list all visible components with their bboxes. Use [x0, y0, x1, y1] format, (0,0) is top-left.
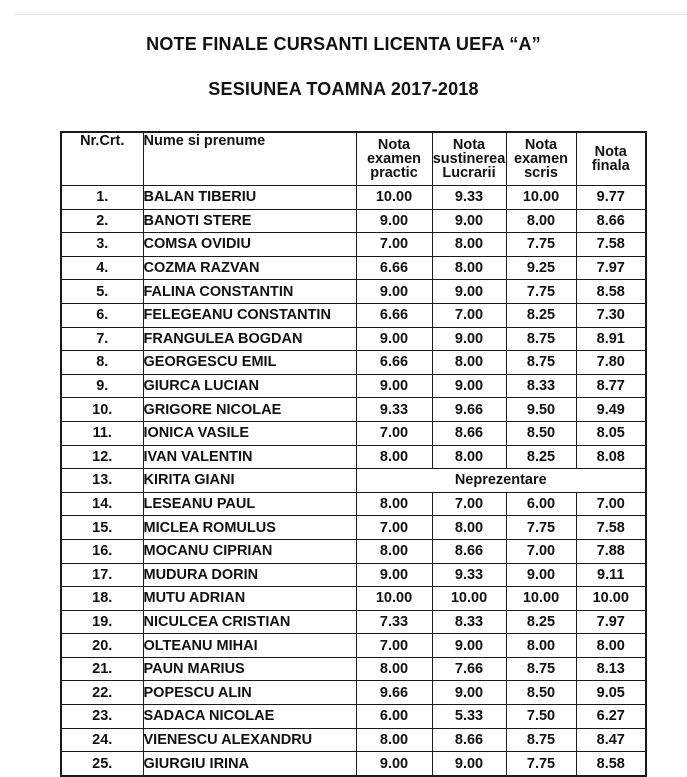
- table-row: [61, 634, 646, 658]
- row-number: 21.: [61, 657, 143, 681]
- grade-scris: 10.00: [506, 587, 576, 611]
- grade-lucrarii: 8.33: [432, 610, 506, 634]
- grade-lucrarii: 8.66: [432, 421, 506, 445]
- grade-scris: 7.75: [506, 752, 576, 776]
- grade-lucrarii: 9.33: [432, 186, 506, 210]
- grade-lucrarii: 7.00: [432, 492, 506, 516]
- row-number: 25.: [61, 752, 143, 776]
- grade-lucrarii: 9.00: [432, 327, 506, 351]
- grade-finala: 8.91: [576, 327, 646, 351]
- table-row: [61, 610, 646, 634]
- grade-finala: 8.58: [576, 752, 646, 776]
- grade-practic: 7.33: [356, 610, 432, 634]
- table-row: [61, 280, 646, 304]
- row-number: 10.: [61, 398, 143, 422]
- grade-practic: 6.00: [356, 705, 432, 729]
- grade-finala: 7.00: [576, 492, 646, 516]
- grade-lucrarii: 8.00: [432, 351, 506, 375]
- table-row: [61, 681, 646, 705]
- grade-practic: 9.66: [356, 681, 432, 705]
- grade-lucrarii: 7.66: [432, 657, 506, 681]
- grade-scris: 9.25: [506, 256, 576, 280]
- grade-scris: 7.75: [506, 233, 576, 257]
- student-name: FALINA CONSTANTIN: [143, 280, 356, 304]
- student-name: LESEANU PAUL: [143, 492, 356, 516]
- grade-scris: 9.50: [506, 398, 576, 422]
- grade-finala: 7.30: [576, 303, 646, 327]
- row-number: 8.: [61, 351, 143, 375]
- grade-practic: 9.00: [356, 374, 432, 398]
- table-row: [61, 186, 646, 210]
- grade-finala: 8.05: [576, 421, 646, 445]
- student-name: POPESCU ALIN: [143, 681, 356, 705]
- student-name: GIURGIU IRINA: [143, 752, 356, 776]
- grade-lucrarii: 9.00: [432, 681, 506, 705]
- grade-practic: 9.33: [356, 398, 432, 422]
- table-row: [61, 752, 646, 776]
- grade-finala: 7.97: [576, 256, 646, 280]
- grade-scris: 8.00: [506, 209, 576, 233]
- grade-scris: 8.75: [506, 728, 576, 752]
- student-name: MICLEA ROMULUS: [143, 516, 356, 540]
- absence-note: Neprezentare: [356, 469, 646, 493]
- student-name: GIURCA LUCIAN: [143, 374, 356, 398]
- grade-scris: 7.00: [506, 539, 576, 563]
- header-name: Nume si prenume: [143, 132, 356, 186]
- table-row: [61, 563, 646, 587]
- grade-finala: 8.66: [576, 209, 646, 233]
- grade-scris: 8.00: [506, 634, 576, 658]
- grade-scris: 8.25: [506, 445, 576, 469]
- grade-lucrarii: 7.00: [432, 303, 506, 327]
- grade-lucrarii: 5.33: [432, 705, 506, 729]
- grade-practic: 8.00: [356, 539, 432, 563]
- grade-lucrarii: 8.00: [432, 233, 506, 257]
- grade-practic: 9.00: [356, 327, 432, 351]
- grade-scris: 9.00: [506, 563, 576, 587]
- row-number: 13.: [61, 469, 143, 493]
- header-nota-examen-scris: Nota examen scris: [506, 132, 576, 186]
- grade-finala: 8.77: [576, 374, 646, 398]
- grade-scris: 8.50: [506, 421, 576, 445]
- student-name: FRANGULEA BOGDAN: [143, 327, 356, 351]
- student-name: KIRITA GIANI: [143, 469, 356, 493]
- grade-scris: 8.25: [506, 303, 576, 327]
- row-number: 19.: [61, 610, 143, 634]
- row-number: 11.: [61, 421, 143, 445]
- grade-finala: 7.97: [576, 610, 646, 634]
- table-row: [61, 421, 646, 445]
- row-number: 23.: [61, 705, 143, 729]
- grade-practic: 8.00: [356, 728, 432, 752]
- student-name: IVAN VALENTIN: [143, 445, 356, 469]
- grade-finala: 9.11: [576, 563, 646, 587]
- grade-finala: 8.00: [576, 634, 646, 658]
- grade-finala: 8.08: [576, 445, 646, 469]
- grade-scris: 7.50: [506, 705, 576, 729]
- table-row: [61, 303, 646, 327]
- grade-finala: 9.77: [576, 186, 646, 210]
- grade-finala: 9.49: [576, 398, 646, 422]
- grade-lucrarii: 9.66: [432, 398, 506, 422]
- grade-scris: 7.75: [506, 516, 576, 540]
- student-name: MUDURA DORIN: [143, 563, 356, 587]
- row-number: 6.: [61, 303, 143, 327]
- grade-scris: 8.33: [506, 374, 576, 398]
- grade-practic: 7.00: [356, 634, 432, 658]
- table-row: [61, 587, 646, 611]
- grade-practic: 6.66: [356, 303, 432, 327]
- table-row: [61, 398, 646, 422]
- grade-practic: 8.00: [356, 445, 432, 469]
- grade-finala: 7.80: [576, 351, 646, 375]
- grade-practic: 10.00: [356, 587, 432, 611]
- grade-practic: 9.00: [356, 752, 432, 776]
- student-name: MOCANU CIPRIAN: [143, 539, 356, 563]
- table-row: [61, 657, 646, 681]
- header-nota-finala: Nota finala: [576, 132, 646, 186]
- row-number: 7.: [61, 327, 143, 351]
- grade-practic: 9.00: [356, 280, 432, 304]
- student-name: BALAN TIBERIU: [143, 186, 356, 210]
- student-name: NICULCEA CRISTIAN: [143, 610, 356, 634]
- grade-finala: 7.58: [576, 516, 646, 540]
- document-title: NOTE FINALE CURSANTI LICENTA UEFA “A”: [146, 34, 541, 54]
- grade-lucrarii: 10.00: [432, 587, 506, 611]
- grade-finala: 8.47: [576, 728, 646, 752]
- row-number: 22.: [61, 681, 143, 705]
- student-name: OLTEANU MIHAI: [143, 634, 356, 658]
- student-name: SADACA NICOLAE: [143, 705, 356, 729]
- student-name: COZMA RAZVAN: [143, 256, 356, 280]
- grade-scris: 8.75: [506, 351, 576, 375]
- grade-practic: 9.00: [356, 563, 432, 587]
- student-name: IONICA VASILE: [143, 421, 356, 445]
- table-row: [61, 209, 646, 233]
- grade-finala: 7.88: [576, 539, 646, 563]
- grade-lucrarii: 9.00: [432, 374, 506, 398]
- grade-scris: 8.75: [506, 327, 576, 351]
- grade-practic: 6.66: [356, 351, 432, 375]
- grade-scris: 10.00: [506, 186, 576, 210]
- table-row: [61, 469, 646, 493]
- grade-finala: 6.27: [576, 705, 646, 729]
- grade-lucrarii: 9.33: [432, 563, 506, 587]
- grade-practic: 7.00: [356, 233, 432, 257]
- grade-lucrarii: 9.00: [432, 209, 506, 233]
- grade-finala: 8.58: [576, 280, 646, 304]
- grade-scris: 8.75: [506, 657, 576, 681]
- grade-practic: 9.00: [356, 209, 432, 233]
- row-number: 12.: [61, 445, 143, 469]
- table-row: [61, 256, 646, 280]
- top-divider: [14, 14, 687, 15]
- student-name: GEORGESCU EMIL: [143, 351, 356, 375]
- header-nota-sustinerea-lucrarii: Nota sustinerea Lucrarii: [432, 132, 506, 186]
- grade-practic: 10.00: [356, 186, 432, 210]
- student-name: GRIGORE NICOLAE: [143, 398, 356, 422]
- table-row: [61, 516, 646, 540]
- grade-scris: 8.25: [506, 610, 576, 634]
- table-row: [61, 705, 646, 729]
- row-number: 24.: [61, 728, 143, 752]
- grade-practic: 7.00: [356, 516, 432, 540]
- grade-lucrarii: 8.00: [432, 445, 506, 469]
- student-name: BANOTI STERE: [143, 209, 356, 233]
- table-row: [61, 351, 646, 375]
- table-row: [61, 445, 646, 469]
- grades-table: [60, 131, 647, 777]
- row-number: 17.: [61, 563, 143, 587]
- table-row: [61, 374, 646, 398]
- grade-finala: 8.13: [576, 657, 646, 681]
- grade-scris: 7.75: [506, 280, 576, 304]
- grades-table-body: [61, 186, 646, 776]
- table-row: [61, 327, 646, 351]
- grade-scris: 8.50: [506, 681, 576, 705]
- grade-finala: 7.58: [576, 233, 646, 257]
- student-name: COMSA OVIDIU: [143, 233, 356, 257]
- table-row: [61, 233, 646, 257]
- student-name: FELEGEANU CONSTANTIN: [143, 303, 356, 327]
- grade-practic: 6.66: [356, 256, 432, 280]
- header-nota-examen-practic: Nota examen practic: [356, 132, 432, 186]
- table-row: [61, 728, 646, 752]
- grade-lucrarii: 9.00: [432, 634, 506, 658]
- student-name: PAUN MARIUS: [143, 657, 356, 681]
- row-number: 3.: [61, 233, 143, 257]
- grade-practic: 8.00: [356, 492, 432, 516]
- student-name: MUTU ADRIAN: [143, 587, 356, 611]
- row-number: 4.: [61, 256, 143, 280]
- grade-lucrarii: 8.66: [432, 728, 506, 752]
- table-row: [61, 539, 646, 563]
- row-number: 14.: [61, 492, 143, 516]
- table-row: [61, 492, 646, 516]
- document-subtitle: SESIUNEA TOAMNA 2017-2018: [208, 79, 479, 99]
- grade-lucrarii: 8.00: [432, 256, 506, 280]
- row-number: 20.: [61, 634, 143, 658]
- row-number: 5.: [61, 280, 143, 304]
- grade-finala: 9.05: [576, 681, 646, 705]
- grade-lucrarii: 9.00: [432, 752, 506, 776]
- grade-practic: 8.00: [356, 657, 432, 681]
- row-number: 15.: [61, 516, 143, 540]
- row-number: 16.: [61, 539, 143, 563]
- grade-practic: 7.00: [356, 421, 432, 445]
- grade-finala: 10.00: [576, 587, 646, 611]
- row-number: 2.: [61, 209, 143, 233]
- grade-scris: 6.00: [506, 492, 576, 516]
- grade-lucrarii: 9.00: [432, 280, 506, 304]
- row-number: 9.: [61, 374, 143, 398]
- row-number: 18.: [61, 587, 143, 611]
- header-nr-crt: Nr.Crt.: [61, 132, 143, 186]
- grade-lucrarii: 8.66: [432, 539, 506, 563]
- table-header-row: [61, 132, 646, 186]
- grade-lucrarii: 8.00: [432, 516, 506, 540]
- student-name: VIENESCU ALEXANDRU: [143, 728, 356, 752]
- row-number: 1.: [61, 186, 143, 210]
